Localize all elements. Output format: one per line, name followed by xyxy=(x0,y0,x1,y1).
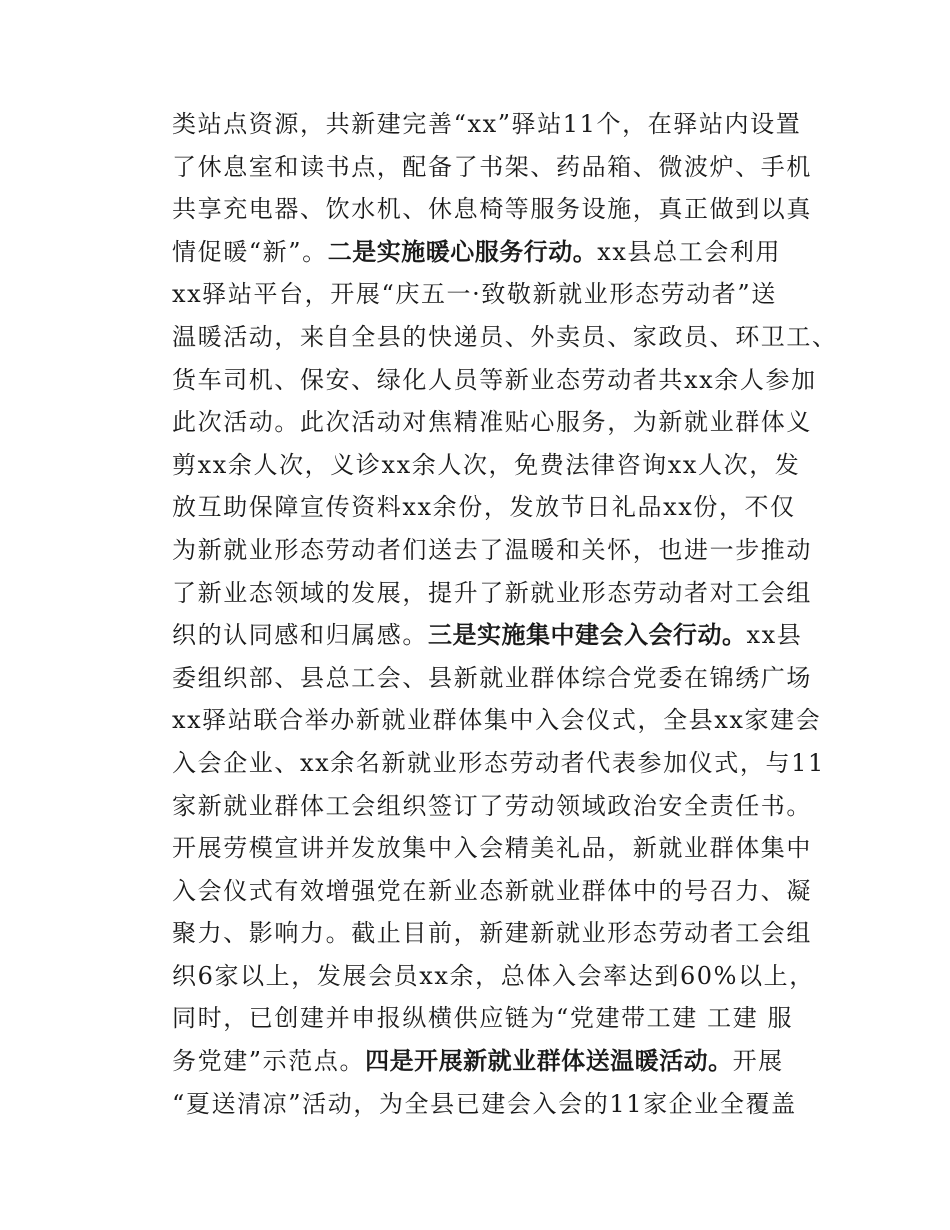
text-run: 货车司机、保安、绿化人员等新业态劳动者共xx余人参加 xyxy=(172,365,817,394)
text-line xyxy=(172,486,812,529)
text-run: 开展 xyxy=(732,1047,784,1076)
text-line xyxy=(172,359,817,402)
text-run: xx县 xyxy=(746,621,803,650)
text-run: 共享充电器、饮水机、休息椅等服务设施，真正做到以真 xyxy=(172,195,812,224)
text-line xyxy=(172,912,812,955)
text-run: 了休息室和读书点，配备了书架、药品箱、微波炉、手机 xyxy=(172,152,812,181)
text-run: 了新业态领域的发展，提升了新就业形态劳动者对工会组 xyxy=(172,578,812,607)
bold-heading-run: 二是实施暖心服务行动。 xyxy=(327,237,598,266)
text-run: 聚力、影响力。截止目前，新建新就业形态劳动者工会组 xyxy=(172,919,812,948)
body-paragraph xyxy=(172,103,838,1125)
text-run: 放互助保障宣传资料xx余份，发放节日礼品xx份，不仅 xyxy=(172,493,796,522)
text-line xyxy=(172,870,812,913)
text-line xyxy=(172,657,812,700)
text-run: 温暖活动，来自全县的快递员、外卖员、家政员、环卫工、 xyxy=(172,322,838,351)
text-line xyxy=(172,955,815,998)
text-line xyxy=(172,827,812,870)
text-run: 织的认同感和归属感。 xyxy=(172,621,428,650)
text-run: xx驿站联合举办新就业群体集中入会仪式，全县xx家建会 xyxy=(172,706,822,735)
text-run: 同时，已创建并申报纵横供应链为“党建带工建 工建 服 xyxy=(172,1004,794,1033)
text-line xyxy=(172,1040,812,1083)
text-run: 入会仪式有效增强党在新业态新就业群体中的号召力、凝 xyxy=(172,876,812,905)
text-run: 此次活动。此次活动对焦精准贴心服务，为新就业群体义 xyxy=(172,408,812,437)
text-run: 委组织部、县总工会、县新就业群体综合党委在锦绣广场 xyxy=(172,663,812,692)
text-run: 务党建”示范点。 xyxy=(172,1047,366,1076)
text-line xyxy=(172,742,825,785)
text-line xyxy=(172,997,812,1040)
bold-heading-run: 四是开展新就业群体送温暖活动。 xyxy=(365,1047,733,1076)
text-run: 入会企业、xx余名新就业形态劳动者代表参加仪式，与11 xyxy=(172,748,825,777)
text-line xyxy=(172,444,812,487)
text-line xyxy=(172,785,812,828)
text-run: 为新就业形态劳动者们送去了温暖和关怀，也进一步推动 xyxy=(172,535,812,564)
text-run: “夏送清凉”活动，为全县已建会入会的11家企业全覆盖 xyxy=(172,1089,797,1118)
text-run: 剪xx余人次，义诊xx余人次，免费法律咨询xx人次，发 xyxy=(172,450,801,479)
text-line xyxy=(172,529,812,572)
text-run: xx驿站平台，开展“庆五一·致敬新就业形态劳动者”送 xyxy=(172,280,777,309)
text-line xyxy=(172,572,812,615)
text-line xyxy=(172,316,838,359)
bold-heading-run: 三是实施集中建会入会行动。 xyxy=(428,621,747,650)
text-run: 开展劳模宣讲并发放集中入会精美礼品，新就业群体集中 xyxy=(172,834,812,863)
text-run: 情促暖“新”。 xyxy=(172,237,328,266)
text-line xyxy=(172,103,812,146)
text-line xyxy=(172,231,812,274)
text-line xyxy=(172,273,812,316)
text-line xyxy=(172,1083,812,1126)
text-run: 类站点资源，共新建完善“xx”驿站11个，在驿站内设置 xyxy=(172,110,802,138)
text-run: 家新就业群体工会组织签订了劳动领域政治安全责任书。 xyxy=(172,791,812,820)
text-line xyxy=(172,699,822,742)
text-line xyxy=(172,188,812,231)
text-line xyxy=(172,614,812,657)
text-line xyxy=(172,146,812,189)
text-run: 织6家以上，发展会员xx余，总体入会率达到60%以上， xyxy=(172,961,815,990)
text-line xyxy=(172,401,812,444)
text-run: xx县总工会利用 xyxy=(597,237,782,266)
